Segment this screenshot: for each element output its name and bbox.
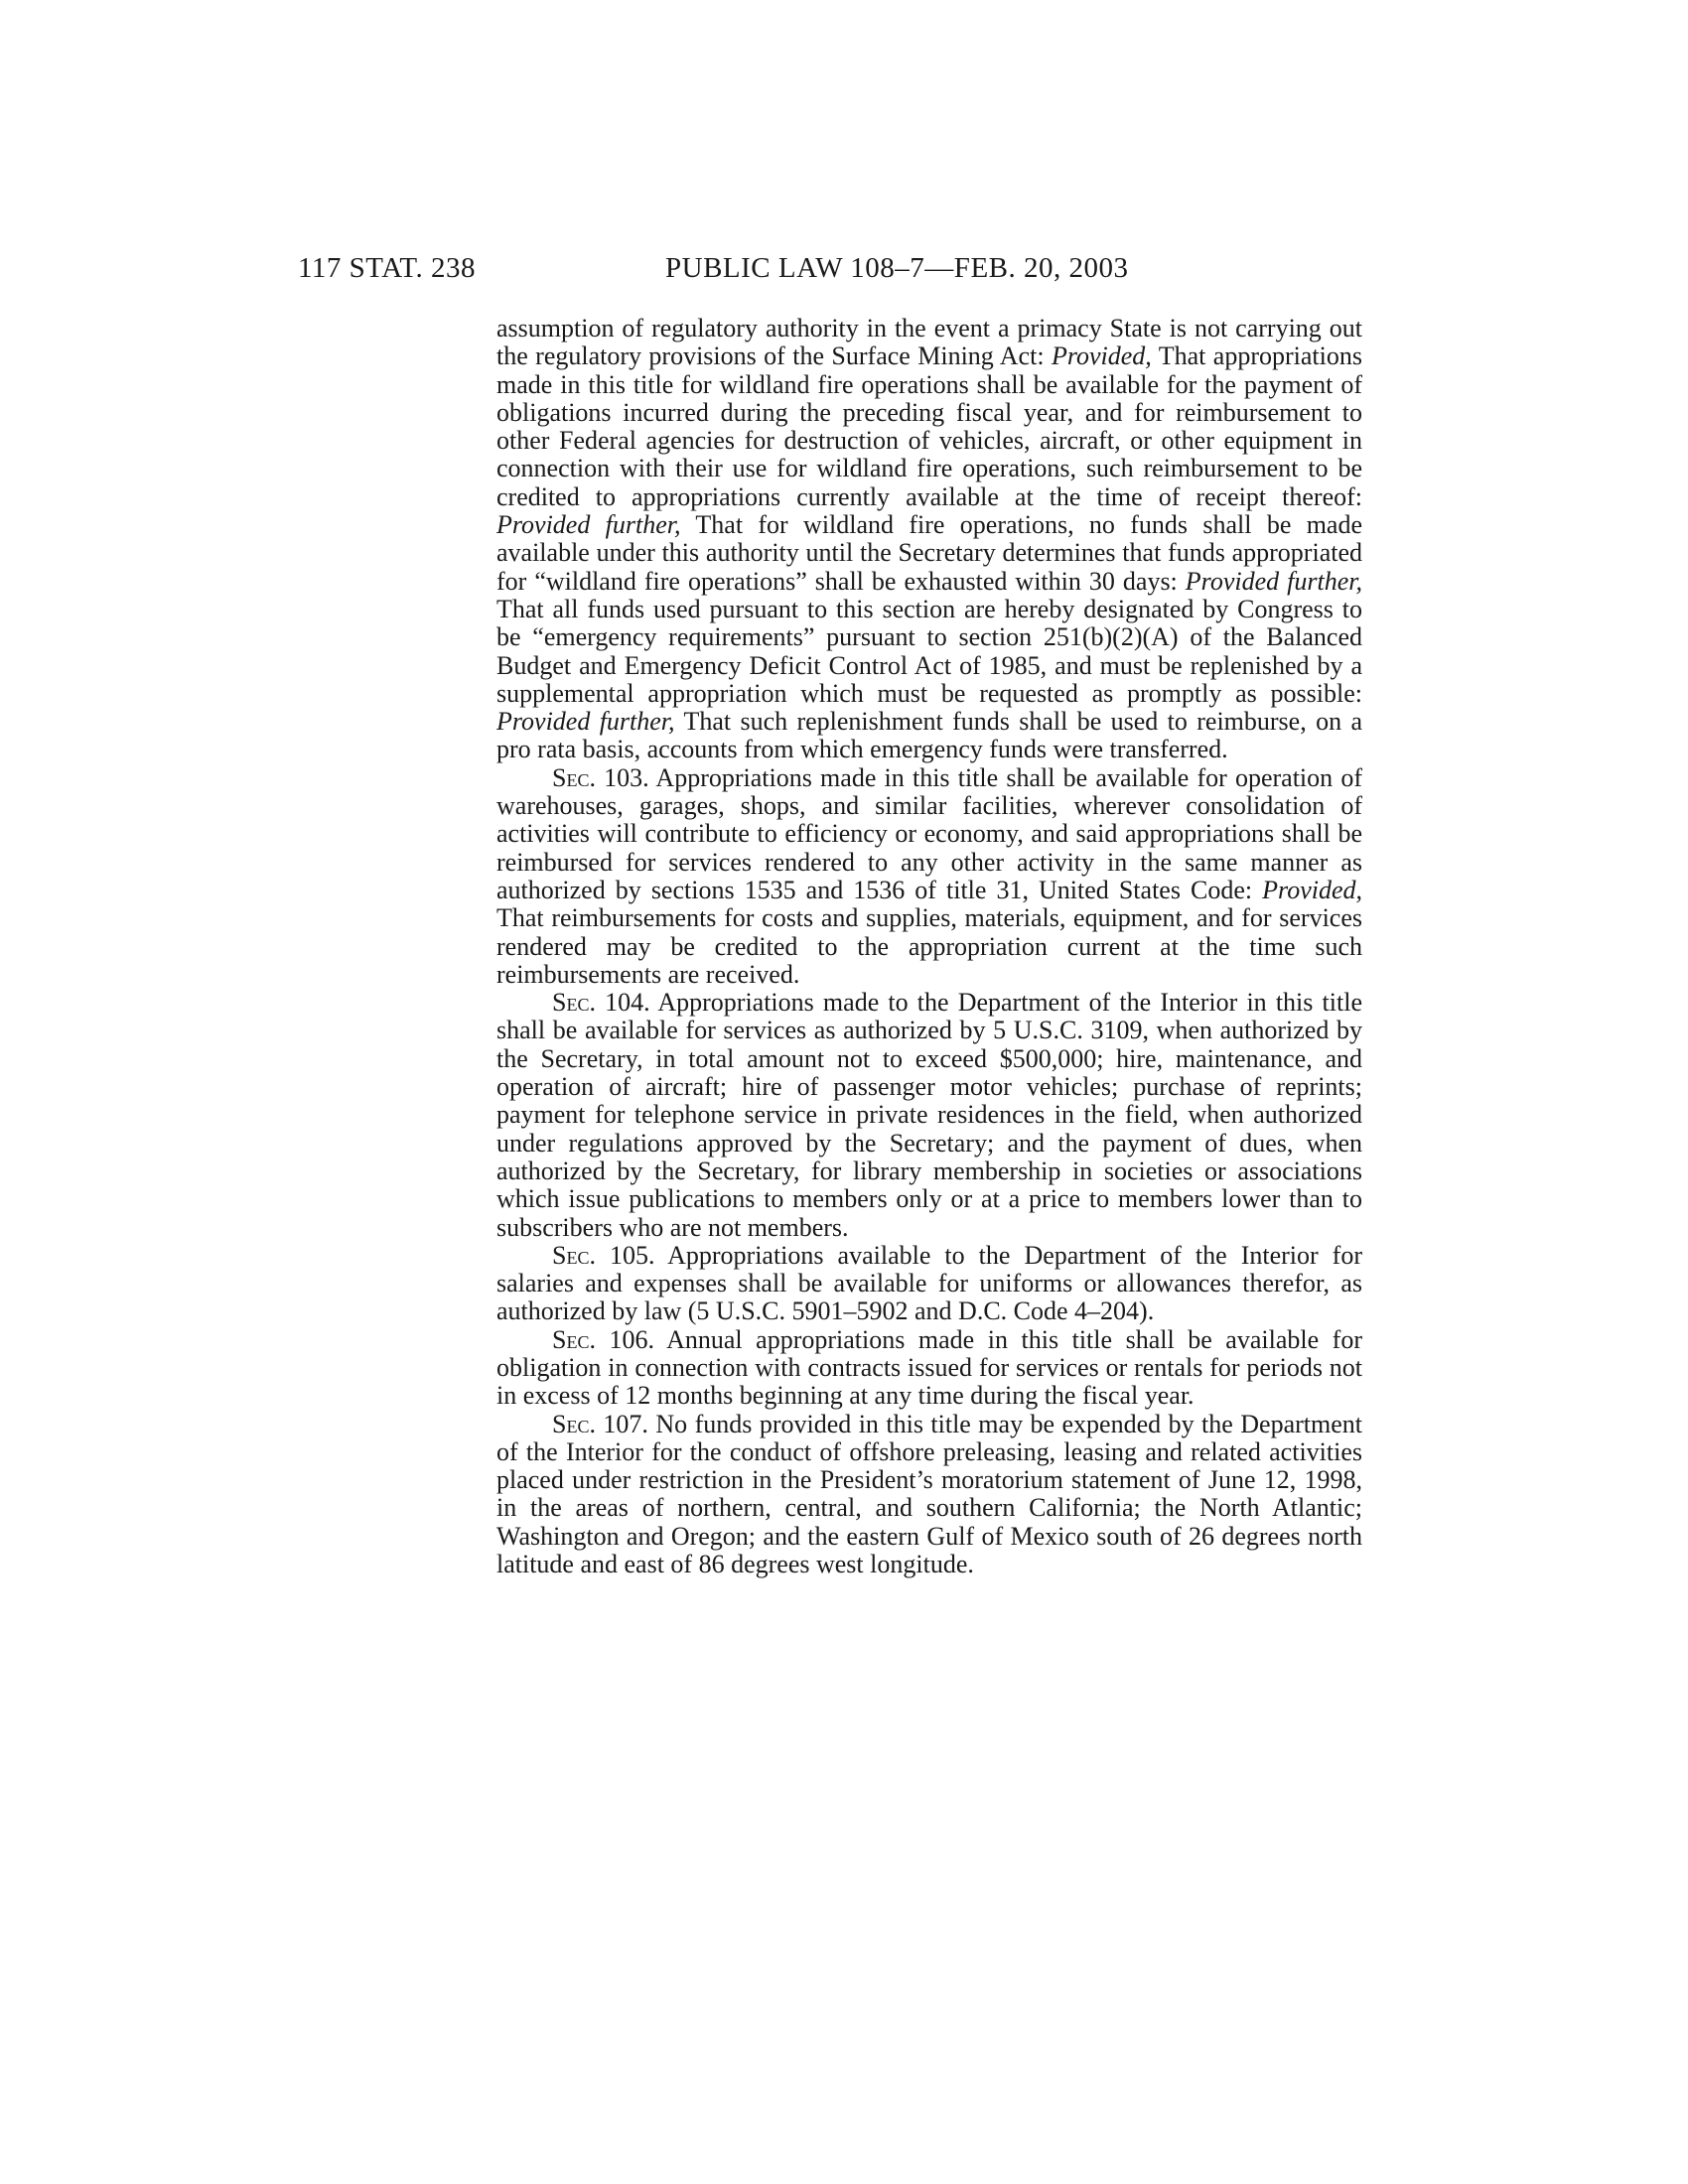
text-run: That appropriations made in this title for wildland fire operations shall be available for the payment of obligations incurred during the preceding fiscal year, and for reimbursement to other Federal agencies for destruction of vehicles, aircraft, or other equipment in connection with their use for wildland fire operations, such reimbursement to be credited to appropriations currently available at the time of receipt thereof:	[496, 341, 1362, 511]
section-label: Sec. 103.	[552, 762, 649, 792]
section-text: That reimbursements for costs and supplies, materials, equipment, and for services rendered may be credited to the appropriation current at the time such reimbursements are received.	[496, 903, 1362, 989]
section-text: Appropriations made in this title shall be available for operation of warehouses, garages, shops, and similar facilities, wherever consolidation of activities will contribute to efficiency or economy, and said appropriations shall be reimbursed for services rendered to any other activity in the same manner as authorized by sections 1535 and 1536 of title 31, United States Code:	[496, 762, 1363, 904]
section-text: Appropriations available to the Department of the Interior for salaries and expenses shall be available for uniforms or allowances therefor, as authorized by law (5 U.S.C. 5901–5902 and D.C. Code 4–204).	[496, 1240, 1362, 1326]
section-107	[496, 1411, 1362, 1579]
section-text: Annual appropriations made in this title shall be available for obligation in connection with contracts issued for services or rentals for periods not in excess of 12 months beginning at any time during the fiscal year.	[496, 1324, 1362, 1411]
section-106	[496, 1326, 1362, 1411]
text-run: That for wildland fire operations, no funds shall be made available under this authority until the Secretary determines that funds appropriated for “wildland fire operations” shall be exhausted within 30 days:	[496, 510, 1363, 596]
text-run: That all funds used pursuant to this section are hereby designated by Congress to be “emergency requirements” pursuant to section 251(b)(2)(A) of the Balanced Budget and Emergency Deficit Control Act of 1985, and must be replenished by a supplemental appropriation which must be requested as promptly as possible:	[496, 594, 1362, 708]
section-text: Appropriations made to the Department of the Interior in this title shall be available for services as authorized by 5 U.S.C. 3109, when authorized by the Secretary, in total amount not to exceed $500,000; hire, maintenance, and operation of aircraft; hire of passenger motor vehicles; purchase of reprints; payment for telephone service in private residences in the field, when authorized under regulations approved by the Secretary; and the payment of dues, when authorized by the Secretary, for library membership in societies or associations which issue publications to members only or at a price to members lower than to subscribers who are not members.	[496, 988, 1362, 1242]
section-label: Sec. 106.	[552, 1324, 654, 1354]
section-104	[496, 989, 1362, 1242]
running-head	[298, 248, 1380, 288]
section-105	[496, 1242, 1362, 1326]
section-label: Sec. 105.	[552, 1240, 655, 1270]
proviso-italic: Provided further,	[1185, 566, 1362, 596]
proviso-italic: Provided further,	[496, 707, 675, 737]
section-103	[496, 764, 1362, 989]
section-label: Sec. 104.	[552, 988, 650, 1018]
section-text: No funds provided in this title may be expended by the Department of the Interior for the conduct of offshore preleasing, leasing and related activities placed under restriction in the President’s moratorium statement of June 12, 1998, in the areas of northern, central, and southern California; the North Atlantic; Washington and Oregon; and the eastern Gulf of Mexico south of 26 degrees north latitude and east of 86 degrees west longitude.	[496, 1409, 1362, 1579]
section-label: Sec. 107.	[552, 1409, 648, 1438]
proviso-italic: Provided,	[1262, 875, 1362, 904]
statute-text-column	[496, 315, 1362, 1578]
proviso-italic: Provided further,	[496, 510, 681, 540]
continuation-paragraph	[496, 315, 1362, 764]
stat-citation: 117 STAT. 238	[298, 252, 476, 284]
text-run: That such replenishment funds shall be used to reimburse, on a pro rata basis, accounts from which emergency funds were transferred.	[496, 707, 1362, 764]
proviso-italic: Provided,	[1051, 341, 1152, 371]
text-run: assumption of regulatory authority in the event a primacy State is not carrying out the regulatory provisions of the Surface Mining Act:	[496, 314, 1362, 371]
law-citation: PUBLIC LAW 108–7—FEB. 20, 2003	[665, 252, 1129, 284]
